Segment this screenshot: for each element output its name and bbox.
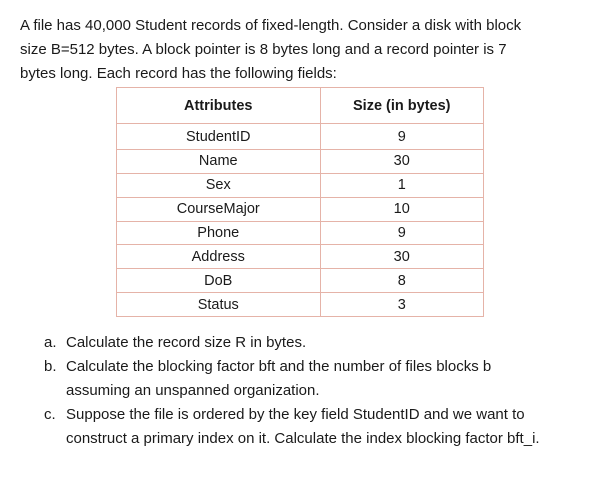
record-fields-table (116, 87, 484, 317)
intro-line: bytes long. Each record has the following fields: (20, 65, 337, 82)
size-cell: 9 (320, 221, 484, 245)
table-row (117, 197, 484, 221)
size-cell: 30 (320, 149, 484, 173)
header-size: Size (in bytes) (320, 88, 484, 124)
attribute-cell: Address (117, 245, 321, 269)
attribute-cell: StudentID (117, 124, 321, 150)
question-list (44, 331, 586, 451)
size-cell: 8 (320, 269, 484, 293)
table-row (117, 293, 484, 317)
size-cell: 1 (320, 173, 484, 197)
question-text: construct a primary index on it. Calculate the index blocking factor bft_i. (66, 430, 540, 447)
size-cell: 9 (320, 124, 484, 150)
attribute-cell: CourseMajor (117, 197, 321, 221)
intro-line: A file has 40,000 Student records of fixed-length. Consider a disk with block (20, 17, 522, 34)
size-cell: 3 (320, 293, 484, 317)
attribute-cell: DoB (117, 269, 321, 293)
table-header-row (117, 88, 484, 124)
attribute-cell: Phone (117, 221, 321, 245)
header-attributes: Attributes (117, 88, 321, 124)
question-c (44, 403, 586, 451)
attribute-cell: Sex (117, 173, 321, 197)
problem-intro (20, 14, 590, 86)
table-row (117, 124, 484, 150)
table-row (117, 149, 484, 173)
question-marker: b. (44, 358, 57, 375)
table-row (117, 245, 484, 269)
table-row (117, 173, 484, 197)
size-cell: 30 (320, 245, 484, 269)
question-marker: c. (44, 406, 56, 423)
size-cell: 10 (320, 197, 484, 221)
table-row (117, 221, 484, 245)
question-marker: a. (44, 334, 57, 351)
attribute-cell: Name (117, 149, 321, 173)
question-b (44, 355, 586, 403)
table-row (117, 269, 484, 293)
question-text: Calculate the blocking factor bft and the number of files blocks b (66, 358, 492, 375)
question-text: assuming an unspanned organization. (66, 382, 320, 399)
attribute-cell: Status (117, 293, 321, 317)
question-text: Calculate the record size R in bytes. (66, 334, 307, 351)
question-a (44, 331, 586, 355)
intro-line: size B=512 bytes. A block pointer is 8 bytes long and a record pointer is 7 (20, 41, 507, 58)
question-text: Suppose the file is ordered by the key field StudentID and we want to (66, 406, 525, 423)
